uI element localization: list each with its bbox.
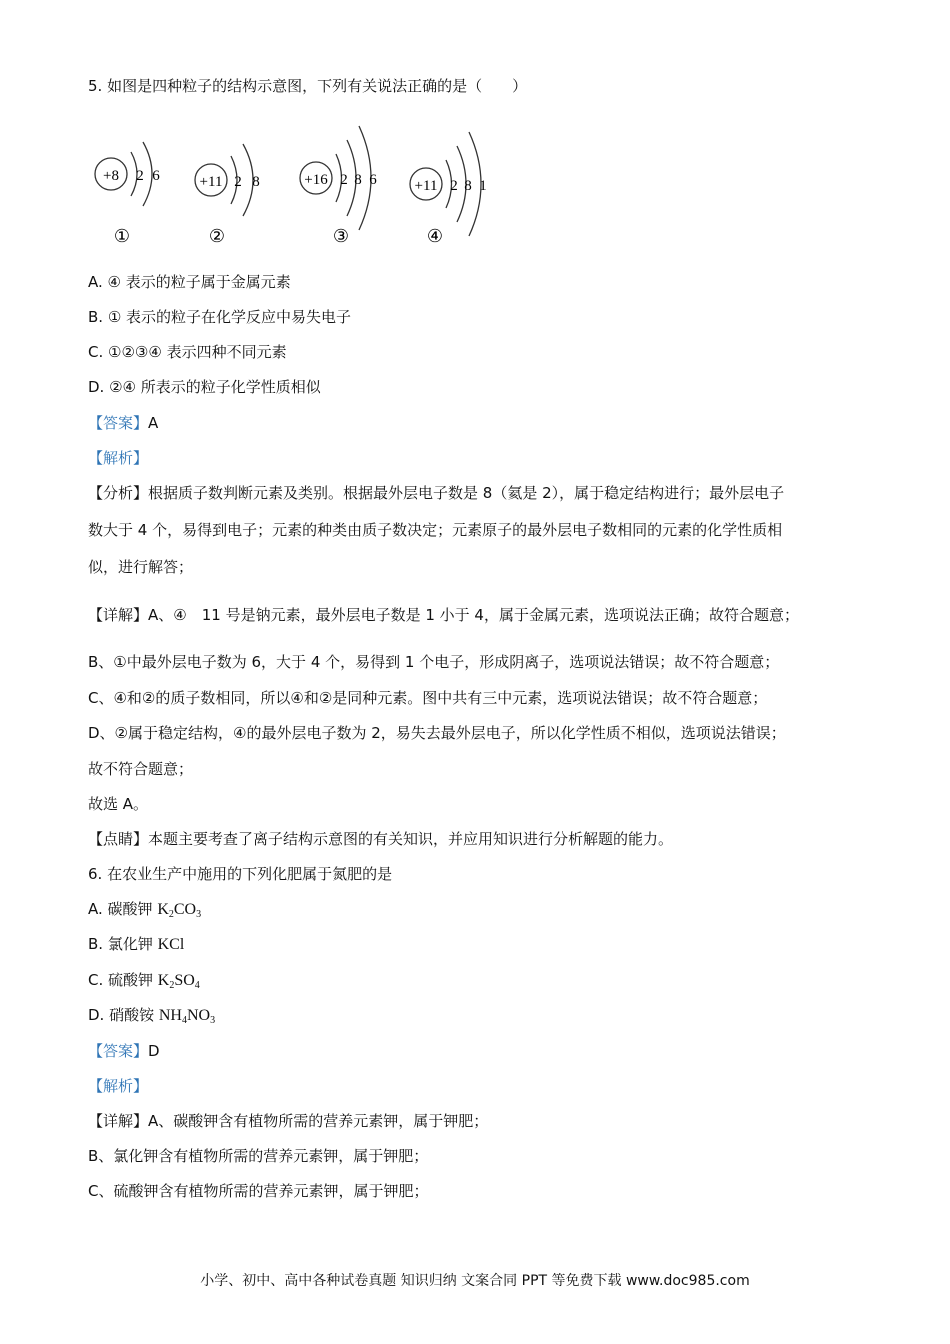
particle-1-diagram xyxy=(95,142,160,246)
q5-fenxi-tag: 【分析】 xyxy=(88,484,149,502)
q5-answer-tag: 【答案】 xyxy=(88,414,149,432)
q6-answer-tag: 【答案】 xyxy=(88,1042,149,1060)
particle-3-label: ③ xyxy=(332,226,350,246)
particle-2-label: ② xyxy=(208,226,226,246)
particle-3-shell-3: 6 xyxy=(369,172,377,188)
q6-option-a-name: A. 碳酸钾 xyxy=(88,900,158,918)
particle-3-shell-2: 8 xyxy=(354,172,362,188)
q5-stem: 5. 如图是四种粒子的结构示意图，下列有关说法正确的是（ ） xyxy=(88,77,528,95)
q6-option-b xyxy=(88,934,184,955)
q6-xiangjie-line-3: C、硫酸钾含有植物所需的营养元素钾，属于钾肥； xyxy=(88,1182,429,1200)
particle-3-shell-1: 2 xyxy=(340,172,348,188)
q6-xiangjie-text-1: A、碳酸钾含有植物所需的营养元素钾，属于钾肥； xyxy=(148,1112,489,1130)
particle-4-shell-3: 1 xyxy=(479,178,487,194)
q5-xiangjie-line-2: B、①中最外层电子数为 6，大于 4 个，易得到 1 个电子，形成阴离子，选项说法错误；故不符合题意； xyxy=(88,653,780,671)
q5-xiangjie-line-5: 故不符合题意； xyxy=(88,760,194,778)
q5-xiangjie-line-6: 故选 A。 xyxy=(88,795,149,813)
q5-xiangjie-line-1 xyxy=(88,605,799,625)
page-footer: 小学、初中、高中各种试卷真题 知识归纳 文案合同 PPT 等免费下载 www.doc985.com xyxy=(200,1273,750,1289)
q6-option-b-formula: KCl xyxy=(157,936,185,953)
particle-1-shell-1: 2 xyxy=(136,168,144,184)
q5-dianjing xyxy=(88,829,673,849)
q6-analysis-tag: 【解析】 xyxy=(88,1077,149,1095)
q5-fenxi-text-1: 根据质子数判断元素及类别。根据最外层电子数是 8（氦是 2），属于稳定结构进行；最外层电子 xyxy=(148,484,785,502)
q6-xiangjie-line-1 xyxy=(88,1111,488,1131)
particle-3-diagram xyxy=(300,126,377,246)
q5-dianjing-tag: 【点睛】 xyxy=(88,830,149,848)
q5-fenxi-line-3: 似，进行解答； xyxy=(88,558,194,576)
q6-option-c-formula: $K_2SO_4$ xyxy=(157,972,200,991)
q6-option-a xyxy=(88,899,201,920)
q6-option-b-name: B. 氯化钾 xyxy=(88,935,158,953)
q6-option-a-formula: $K_2CO_3$ xyxy=(157,901,202,920)
q6-option-c xyxy=(88,970,200,991)
q6-xiangjie-line-2: B、氯化钾含有植物所需的营养元素钾，属于钾肥； xyxy=(88,1147,429,1165)
q6-xiangjie-tag: 【详解】 xyxy=(88,1112,149,1130)
particle-4-diagram xyxy=(410,132,487,246)
particle-2-shell-2: 8 xyxy=(252,174,260,190)
q5-option-c: C. ①②③④ 表示四种不同元素 xyxy=(88,343,287,361)
particle-2-diagram xyxy=(195,144,260,246)
q6-answer-value: D xyxy=(148,1042,160,1060)
particle-1-label: ① xyxy=(113,226,131,246)
q5-option-a: A. ④ 表示的粒子属于金属元素 xyxy=(88,273,291,291)
particle-4-shell-1: 2 xyxy=(450,178,458,194)
q5-xiangjie-tag: 【详解】 xyxy=(88,606,149,624)
q5-analysis-tag: 【解析】 xyxy=(88,449,149,467)
q6-option-d xyxy=(88,1005,215,1026)
particle-4-nucleus: +11 xyxy=(414,178,438,194)
atom-structure-diagram xyxy=(85,122,515,252)
q6-option-d-formula: $NH_4NO_3$ xyxy=(158,1007,216,1026)
q6-option-d-name: D. 硝酸铵 xyxy=(88,1006,159,1024)
q5-xiangjie-line-4: D、②属于稳定结构，④的最外层电子数为 2，易失去最外层电子，所以化学性质不相似，选项说法错误； xyxy=(88,724,786,742)
q5-xiangjie-line-3: C、④和②的质子数相同，所以④和②是同种元素。图中共有三中元素，选项说法错误；故不符合题意； xyxy=(88,689,768,707)
q5-answer xyxy=(88,413,158,433)
q5-dianjing-text: 本题主要考查了离子结构示意图的有关知识，并应用知识进行分析解题的能力。 xyxy=(148,830,674,848)
q5-option-d: D. ②④ 所表示的粒子化学性质相似 xyxy=(88,378,321,396)
particle-1-nucleus: +8 xyxy=(103,168,119,184)
particle-3-nucleus: +16 xyxy=(304,172,328,188)
q5-xiangjie-text-1: A、④ 11 号是钠元素，最外层电子数是 1 小于 4，属于金属元素，选项说法正确；故符合题意； xyxy=(148,606,799,624)
q5-fenxi-line-1 xyxy=(88,483,784,503)
q6-stem: 6. 在农业生产中施用的下列化肥属于氮肥的是 xyxy=(88,865,393,883)
q5-fenxi-line-2: 数大于 4 个，易得到电子；元素的种类由质子数决定；元素原子的最外层电子数相同的元素的化学性质相 xyxy=(88,521,783,539)
particle-1-shell-2: 6 xyxy=(152,168,160,184)
q5-answer-value: A xyxy=(148,414,159,432)
particle-2-nucleus: +11 xyxy=(199,174,223,190)
q6-option-c-name: C. 硫酸钾 xyxy=(88,971,158,989)
q6-answer xyxy=(88,1041,160,1061)
particle-2-shell-1: 2 xyxy=(234,174,242,190)
particle-4-shell-2: 8 xyxy=(464,178,472,194)
particle-4-label: ④ xyxy=(426,226,444,246)
q5-option-b: B. ① 表示的粒子在化学反应中易失电子 xyxy=(88,308,352,326)
